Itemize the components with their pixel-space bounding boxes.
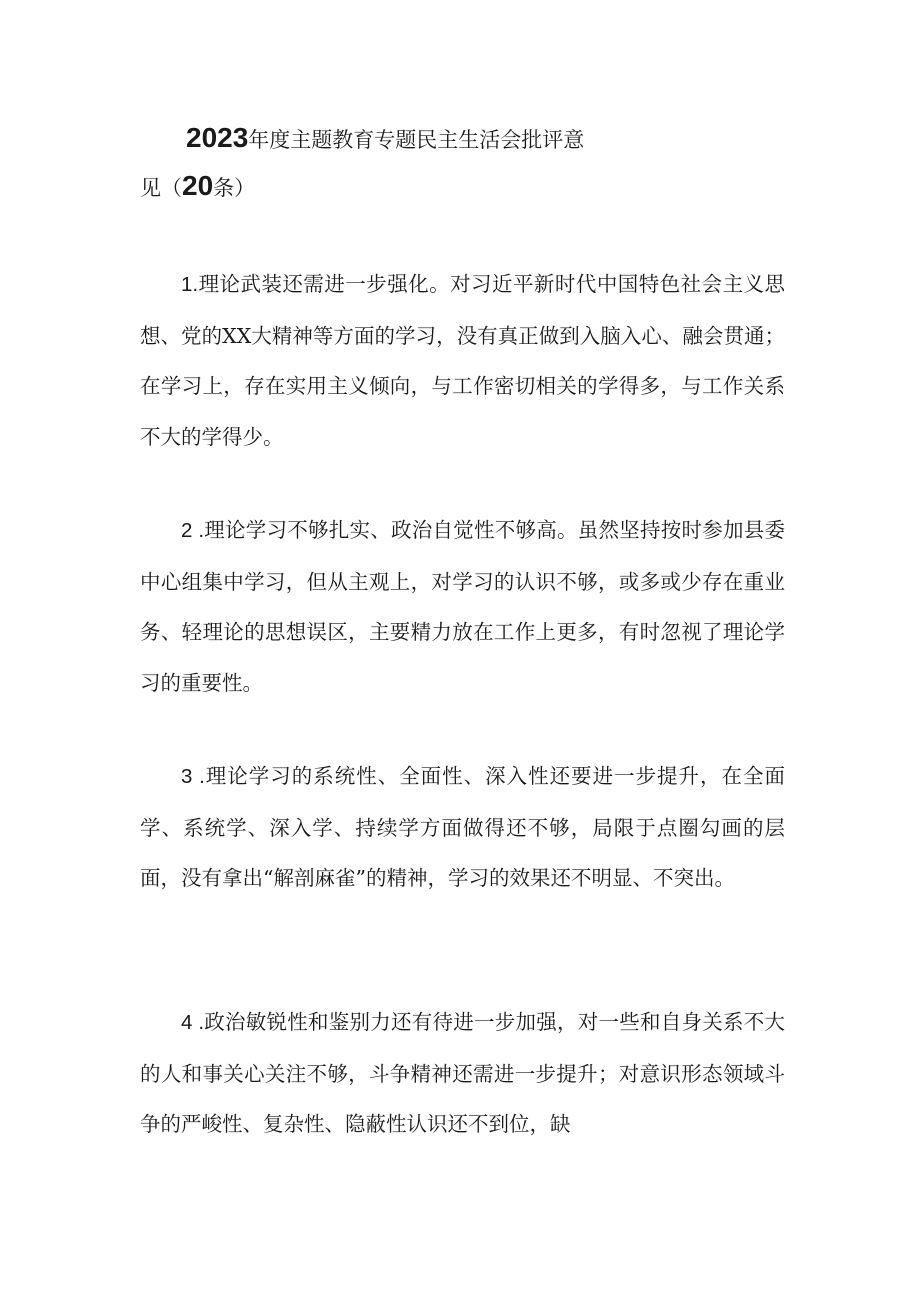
paragraph-number: 2 .	[181, 519, 205, 542]
title-year: 2023	[186, 122, 249, 153]
paragraph-number: 4 .	[181, 1011, 205, 1034]
paragraph-4	[140, 997, 785, 1150]
paragraph-text: 理论学习的系统性、全面性、深入性还要进一步提升，在全面学、系统学、深入学、持续学方面做得还不够，局限于点圈勾画的层面，没有拿出“解剖麻雀”的精神，学习的效果还不明显、不突出。	[140, 764, 786, 890]
paragraph-text: 政治敏锐性和鉴别力还有待进一步加强，对一些和自身关系不大的人和事关心关注不够，斗争精神还需进一步提升；对意识形态领域斗争的严峻性、复杂性、隐蔽性认识还不到位，缺	[140, 1010, 785, 1136]
paragraph-text: 理论学习不够扎实、政治自觉性不够高。虽然坚持按时参加县委中心组集中学习，但从主观上，对学习的认识不够，或多或少存在重业务、轻理论的思想误区，主要精力放在工作上更多，有时忽视了理论学习的重要性。	[140, 518, 785, 695]
paragraph-2	[140, 505, 785, 708]
paragraph-number: 3 .	[181, 765, 205, 788]
document-title-line-2	[140, 166, 255, 208]
paragraph-text: 理论武装还需进一步强化。对习近平新时代中国特色社会主义思想、党的XX大精神等方面的学习，没有真正做到入脑入心、融会贯通；在学习上，存在实用主义倾向，与工作密切相关的学得多，与工作关系不大的学得少。	[140, 272, 785, 449]
title-prefix: 见（	[140, 176, 182, 200]
document-title-line-1	[186, 118, 584, 160]
title-count: 20	[182, 170, 214, 201]
paragraph-3	[140, 751, 785, 904]
title-text: 年度主题教育专题民主生活会批评意	[248, 128, 585, 152]
paragraph-number: 1.	[181, 273, 199, 296]
paragraph-1	[140, 259, 785, 462]
title-suffix: 条）	[213, 176, 256, 200]
